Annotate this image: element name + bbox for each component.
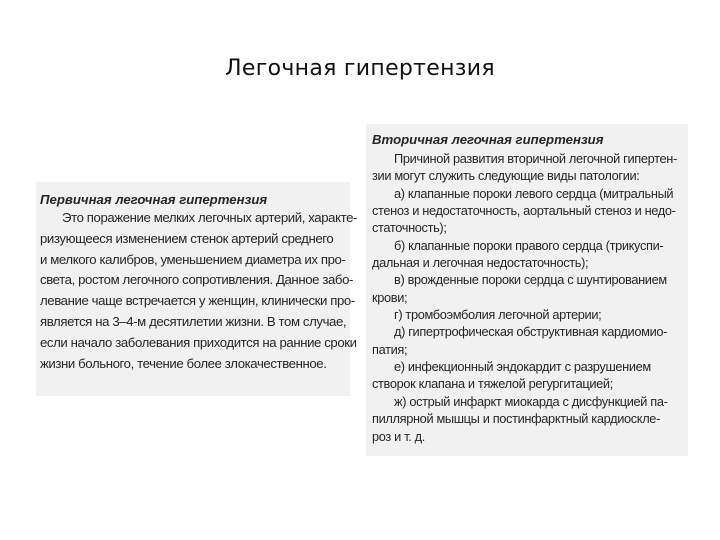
secondary-text-line: роз и т. д. — [372, 428, 425, 444]
primary-text-line: левание чаще встречается у женщин, клинически про- — [40, 293, 355, 309]
secondary-list-item: ж) острый инфаркт миокарда с дисфункцией па- — [394, 393, 668, 409]
primary-text-line: если начало заболевания приходится на ранние сроки — [40, 334, 357, 350]
secondary-hypertension-scan — [366, 124, 688, 456]
primary-text-line: света, ростом легочного сопротивления. Данное забо- — [40, 272, 353, 288]
primary-hypertension-scan — [36, 182, 358, 396]
secondary-list-item: д) гипертрофическая обструктивная кардиомио- — [394, 324, 668, 340]
secondary-list-item: е) инфекционный эндокардит с разрушением — [394, 359, 651, 375]
secondary-text-line: статочность); — [372, 220, 447, 236]
secondary-text-line: пиллярной мышцы и постинфарктный кардиоскле- — [372, 411, 660, 427]
secondary-heading: Вторичная легочная гипертензия — [372, 132, 604, 147]
primary-text-line: ризующееся изменением стенок артерий среднего — [40, 230, 334, 246]
primary-text-line: и мелкого калибров, уменьшением диаметра их про- — [40, 251, 346, 267]
secondary-list-item: г) тромбоэмболия легочной артерии; — [394, 307, 602, 323]
secondary-text-line: патия; — [372, 341, 408, 357]
primary-text-line: жизни больного, течение более злокачественное. — [40, 355, 327, 371]
secondary-text-line: крови; — [372, 289, 408, 305]
secondary-list-item: а) клапанные пороки левого сердца (митральный — [394, 185, 674, 201]
secondary-text-line: стеноз и недостаточность, аортальный стеноз и недо- — [372, 203, 676, 219]
secondary-text-line: дальная и легочная недостаточность); — [372, 255, 589, 271]
secondary-text-line: зии могут служить следующие виды патологии: — [372, 168, 640, 184]
primary-text-line: является на 3–4-м десятилетии жизни. В том случае, — [40, 313, 347, 329]
secondary-list-item: в) врожденные пороки сердца с шунтированием — [394, 272, 667, 288]
primary-text-line: Это поражение мелких легочных артерий, характе- — [62, 210, 358, 225]
secondary-text-line: створок клапана и тяжелой регургитацией; — [372, 376, 613, 392]
secondary-list-item: б) клапанные пороки правого сердца (трикуспи- — [394, 237, 664, 253]
slide-title: Легочная гипертензия — [225, 56, 495, 81]
primary-heading: Первичная легочная гипертензия — [40, 192, 268, 207]
secondary-text-line: Причиной развития вторичной легочной гипертен- — [394, 151, 677, 166]
